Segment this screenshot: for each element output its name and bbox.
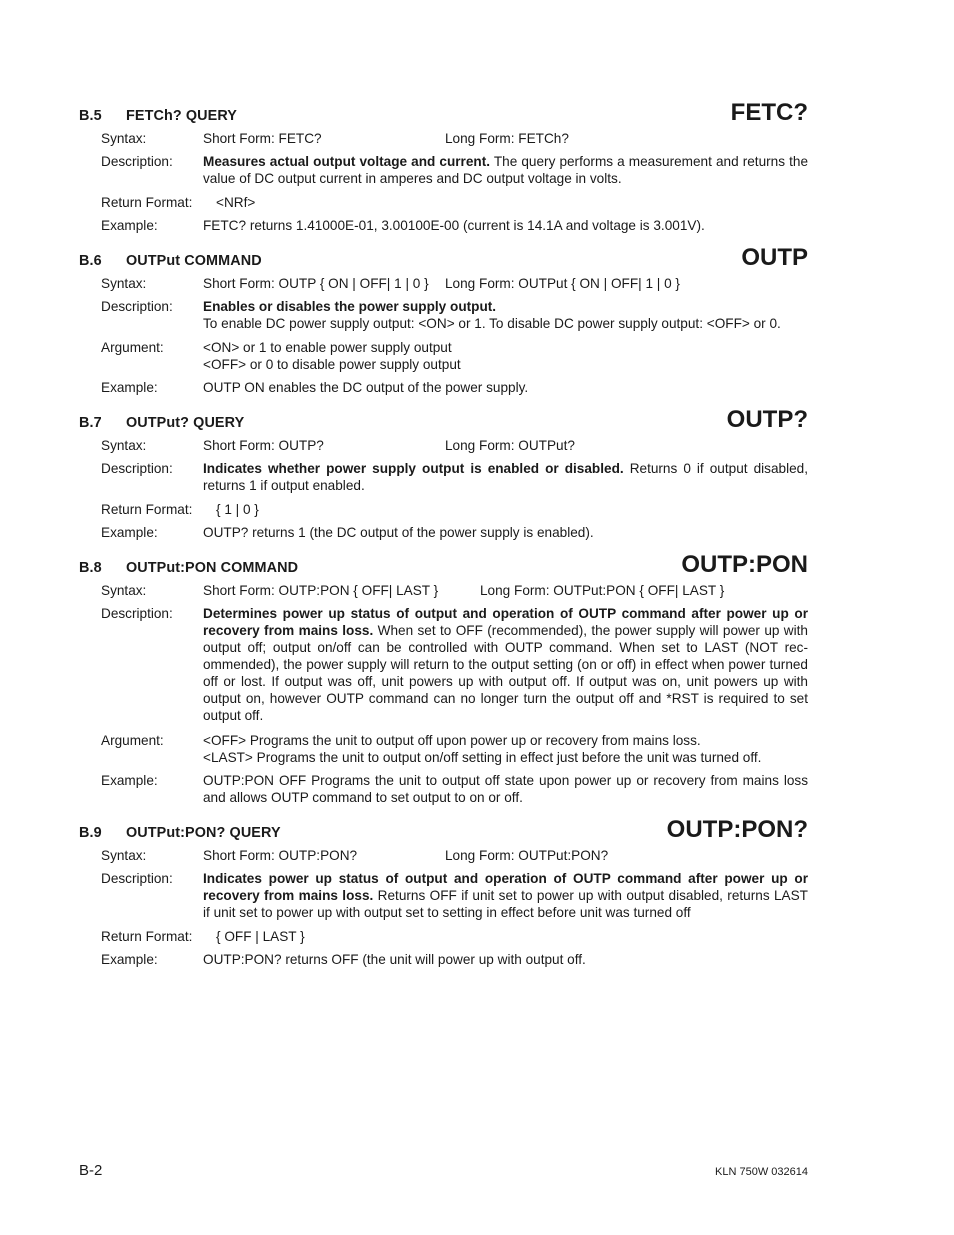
- argument-text: [203, 339, 808, 373]
- syntax-label: Syntax:: [101, 848, 147, 863]
- description-label: Description:: [101, 606, 173, 621]
- argument-line-2: <LAST> Programs the unit to output on/off setting in effect just before the unit was turned off.: [203, 750, 762, 765]
- section-heading: [79, 415, 244, 431]
- description-bold: Enables or disables the power supply output.: [203, 299, 497, 314]
- example-label: Example:: [101, 952, 158, 967]
- description-text: [203, 153, 808, 187]
- short-form: Short Form: OUTP { ON | OFF| 1 | 0 }: [203, 276, 429, 291]
- argument-line-1: <ON> or 1 to enable power supply output: [203, 340, 452, 355]
- example-text: OUTP:PON? returns OFF (the unit will power up with output off.: [203, 952, 586, 967]
- short-form: Short Form: OUTP:PON { OFF| LAST }: [203, 583, 439, 598]
- example-text: OUTP? returns 1 (the DC output of the power supply is enabled).: [203, 525, 594, 540]
- command-title: OUTP?: [726, 406, 808, 433]
- return-format-label: Return Format:: [101, 929, 193, 944]
- return-format-value: { OFF | LAST }: [216, 929, 305, 944]
- example-label: Example:: [101, 773, 158, 788]
- return-format-value: { 1 | 0 }: [216, 502, 259, 517]
- section-heading: [79, 560, 298, 576]
- section-title: OUTPut:PON? QUERY: [126, 825, 281, 841]
- description-bold: Determines power up status of output and operation of OUTP command after power up or recovery from mains loss.: [203, 606, 808, 638]
- page-number: B-2: [79, 1162, 103, 1179]
- long-form: Long Form: OUTPut { ON | OFF| 1 | 0 }: [445, 276, 680, 291]
- syntax-label: Syntax:: [101, 438, 147, 453]
- syntax-label: Syntax:: [101, 131, 147, 146]
- example-label: Example:: [101, 525, 158, 540]
- description-line2: To enable DC power supply output: <ON> or 1. To disable DC power supply output: <OFF> or 0.: [203, 316, 781, 331]
- description-bold: Measures actual output voltage and current.: [203, 154, 491, 169]
- description-rest: The query performs a measurement and returns the value of DC output current in amperes and DC output voltage in volts.: [203, 154, 808, 186]
- description-text: [203, 870, 808, 921]
- example-text: OUTP:PON OFF Programs the unit to output off state upon power up or recovery from mains loss and allows OUTP command to set output to on or off.: [203, 773, 808, 805]
- section-number: B.5: [79, 108, 102, 124]
- syntax-label: Syntax:: [101, 583, 147, 598]
- section-heading: [79, 253, 262, 269]
- return-format-value: <NRf>: [216, 195, 256, 210]
- short-form: Short Form: FETC?: [203, 131, 322, 146]
- section-number: B.7: [79, 415, 102, 431]
- long-form: Long Form: FETCh?: [445, 131, 569, 146]
- argument-line-2: <OFF> or 0 to disable power supply output: [203, 357, 461, 372]
- long-form: Long Form: OUTPut:PON?: [445, 848, 609, 863]
- description-label: Description:: [101, 299, 173, 314]
- return-format-label: Return Format:: [101, 502, 193, 517]
- description-label: Description:: [101, 154, 173, 169]
- section-number: B.6: [79, 253, 102, 269]
- description-rest: Returns OFF if unit set to power up with output disabled, returns LAST if unit set to power up with output set to setting in effect before unit was turned off: [203, 888, 808, 920]
- example-label: Example:: [101, 380, 158, 395]
- example-label: Example:: [101, 218, 158, 233]
- section-title: OUTPut:PON COMMAND: [126, 560, 299, 576]
- return-format-label: Return Format:: [101, 195, 193, 210]
- command-title: OUTP:PON?: [666, 816, 808, 843]
- section-heading: [79, 825, 281, 841]
- section-title: OUTPut COMMAND: [126, 253, 262, 269]
- syntax-label: Syntax:: [101, 276, 147, 291]
- section-number: B.8: [79, 560, 102, 576]
- long-form: Long Form: OUTPut:PON { OFF| LAST }: [480, 583, 725, 598]
- command-title: OUTP:PON: [681, 551, 808, 578]
- section-title: FETCh? QUERY: [126, 108, 237, 124]
- argument-label: Argument:: [101, 733, 164, 748]
- description-bold: Indicates whether power supply output is enabled or disabled.: [203, 461, 624, 476]
- description-rest: Returns 0 if output disabled, returns 1 if output enabled.: [203, 461, 808, 493]
- description-rest: When set to OFF (recommended), the power supply will power up with output off; output on/off can be controlled with OUTP command. When set to LAST (NOT rec-ommended), the power supply will return to the output setting (on or off) in effect when power turned off or lost. If output was off, unit powers up with output off. If output was on, unit powers up with output on, however OUTP command can no longer turn the output off and *RST is required to set output off.: [203, 623, 808, 723]
- example-text: OUTP ON enables the DC output of the power supply.: [203, 380, 529, 395]
- section-title: OUTPut? QUERY: [126, 415, 245, 431]
- short-form: Short Form: OUTP:PON?: [203, 848, 358, 863]
- description-text: [203, 460, 808, 494]
- description-label: Description:: [101, 461, 173, 476]
- argument-text: [203, 732, 808, 766]
- command-title: FETC?: [730, 99, 808, 126]
- section-heading: [79, 108, 237, 124]
- long-form: Long Form: OUTPut?: [445, 438, 575, 453]
- description-bold: Indicates power up status of output and operation of OUTP command after power up or recovery from mains loss.: [203, 871, 808, 903]
- document-id: KLN 750W 032614: [715, 1166, 808, 1178]
- example-text: FETC? returns 1.41000E-01, 3.00100E-00 (current is 14.1A and voltage is 3.001V).: [203, 218, 705, 233]
- argument-line-1: <OFF> Programs the unit to output off upon power up or recovery from mains loss.: [203, 733, 701, 748]
- command-title: OUTP: [741, 244, 808, 271]
- section-number: B.9: [79, 825, 102, 841]
- description-label: Description:: [101, 871, 173, 886]
- short-form: Short Form: OUTP?: [203, 438, 324, 453]
- description-text: [203, 605, 808, 724]
- description-text: [203, 298, 808, 332]
- argument-label: Argument:: [101, 340, 164, 355]
